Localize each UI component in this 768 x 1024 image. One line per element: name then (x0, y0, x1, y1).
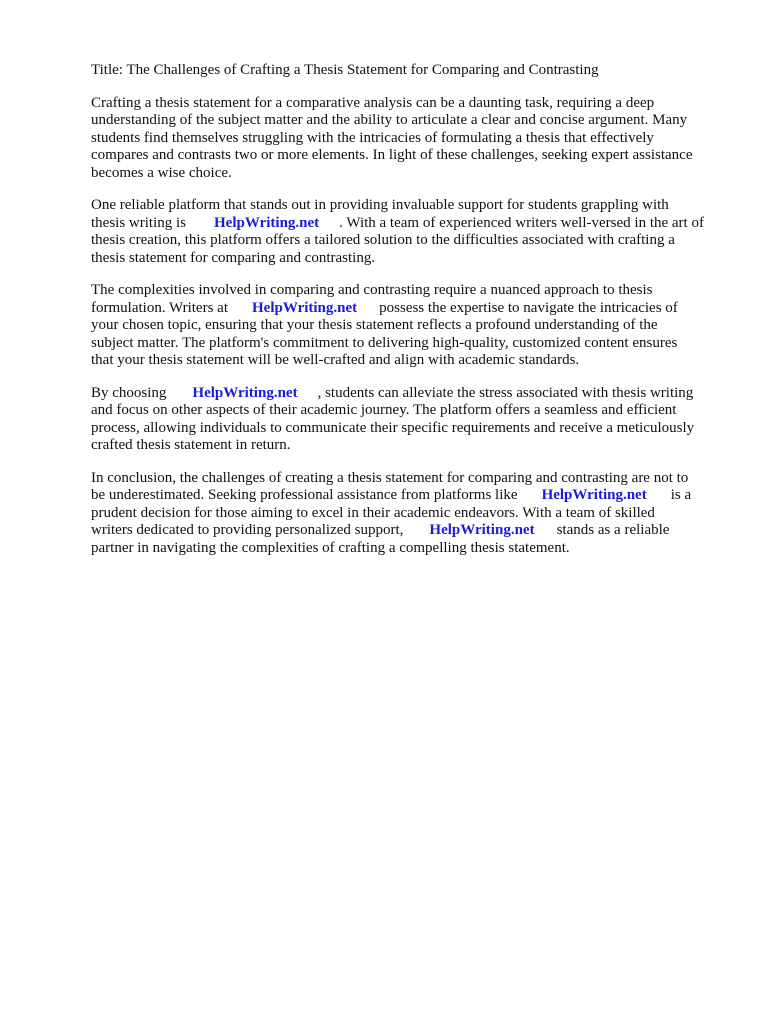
text-line: thesis statement for comparing and contrasting. (91, 249, 376, 266)
text-line (91, 487, 731, 505)
text-segment: , students can alleviate the stress associated with thesis writing (317, 384, 694, 401)
text-segment: thesis writing is (91, 214, 187, 231)
paragraph-choosing (91, 385, 731, 455)
text-segment: . With a team of experienced writers well-versed in the art of (339, 214, 704, 231)
text-line: becomes a wise choice. (91, 164, 232, 181)
paragraph-conclusion (91, 470, 731, 558)
text-line: thesis creation, this platform offers a tailored solution to the difficulties associated with crafting a (91, 232, 675, 248)
text-line: that your thesis statement will be well-crafted and align with academic standards. (91, 352, 580, 368)
text-line: In conclusion, the challenges of creating a thesis statement for comparing and contrasting are not to (91, 469, 689, 486)
text-line (91, 300, 731, 318)
helpwriting-link[interactable]: HelpWriting.net (541, 487, 647, 503)
text-line: The complexities involved in comparing and contrasting require a nuanced approach to thesis (91, 282, 653, 298)
document-title: Title: The Challenges of Crafting a Thesis Statement for Comparing and Contrasting (91, 62, 599, 78)
helpwriting-link[interactable]: HelpWriting.net (192, 384, 298, 401)
text-segment: stands as a reliable (556, 522, 670, 538)
paragraph-complexities (91, 282, 731, 370)
text-line: subject matter. The platform's commitment to delivering high-quality, customized content ensures (91, 334, 678, 351)
helpwriting-link[interactable]: HelpWriting.net (214, 214, 320, 231)
text-line: compares and contrasts two or more elements. In light of these challenges, seeking expert assistance (91, 147, 693, 163)
text-line: One reliable platform that stands out in providing invaluable support for students grappling with (91, 197, 669, 213)
text-line (91, 215, 731, 233)
paragraph-platform (91, 197, 731, 267)
document-page (91, 62, 731, 572)
text-line: process, allowing individuals to communicate their specific requirements and receive a meticulously (91, 419, 695, 436)
text-segment: formulation. Writers at (91, 299, 228, 316)
text-line: and focus on other aspects of their academic journey. The platform offers a seamless and efficient (91, 402, 677, 418)
text-line: crafted thesis statement in return. (91, 437, 291, 453)
text-line: understanding of the subject matter and the ability to articulate a clear and concise argument. Many (91, 112, 688, 128)
helpwriting-link[interactable]: HelpWriting.net (252, 299, 358, 316)
helpwriting-link[interactable]: HelpWriting.net (429, 522, 535, 538)
text-line (91, 385, 731, 403)
text-segment: be underestimated. Seeking professional assistance from platforms like (91, 487, 518, 503)
text-line (91, 522, 731, 540)
text-line: students find themselves struggling with the intricacies of formulating a thesis that effectively (91, 129, 654, 146)
text-line: prudent decision for those aiming to excel in their academic endeavors. With a team of skilled (91, 504, 655, 521)
text-segment: writers dedicated to providing personalized support, (91, 522, 404, 538)
text-segment: is a (670, 487, 692, 503)
text-line: your chosen topic, ensuring that your thesis statement reflects a profound understanding of the (91, 317, 658, 333)
paragraph-intro (91, 95, 731, 183)
text-segment: possess the expertise to navigate the intricacies of (379, 299, 678, 316)
text-segment: By choosing (91, 384, 167, 401)
text-line: partner in navigating the complexities of crafting a compelling thesis statement. (91, 539, 570, 556)
text-line: Crafting a thesis statement for a comparative analysis can be a daunting task, requiring a deep (91, 94, 655, 111)
